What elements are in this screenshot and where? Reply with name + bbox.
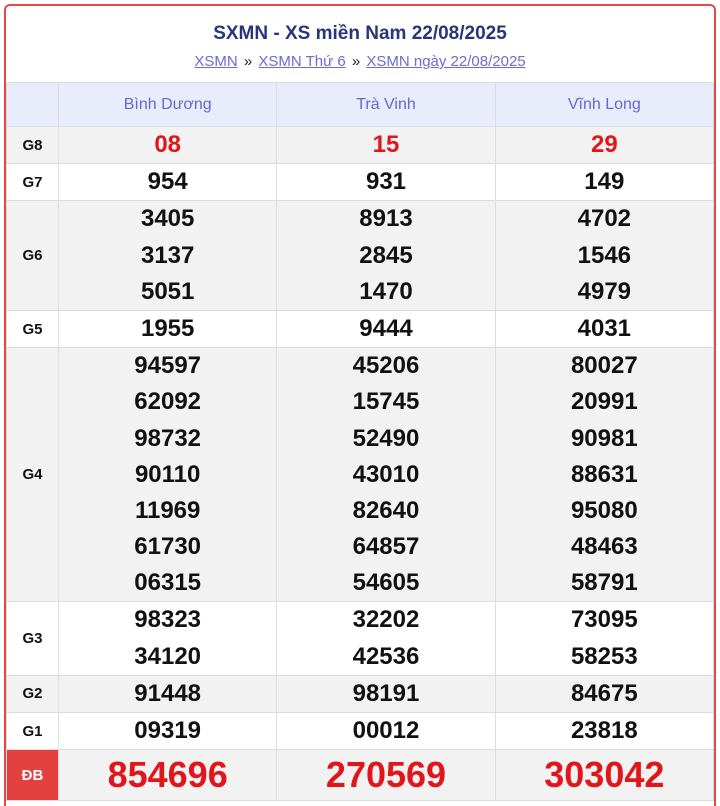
- result-number: 20991: [570, 388, 638, 416]
- result-number: 98323: [134, 606, 202, 634]
- result-number: 32202: [352, 606, 420, 634]
- prize-label: G3: [7, 602, 59, 675]
- prize-label: G2: [7, 675, 59, 712]
- result-number: 1470: [359, 277, 413, 305]
- result-cell-binh-duong: [59, 713, 277, 750]
- prize-label: G7: [7, 164, 59, 201]
- result-cell-vinh-long: [495, 348, 713, 602]
- result-number: 61730: [134, 533, 202, 561]
- prize-row: [7, 713, 714, 750]
- result-number: 80027: [570, 352, 638, 380]
- result-cell-vinh-long: [495, 713, 713, 750]
- breadcrumb-xsmn[interactable]: XSMN: [194, 53, 238, 70]
- result-number: 9444: [359, 314, 413, 342]
- result-number: 82640: [352, 496, 420, 524]
- result-cell-binh-duong: [59, 127, 277, 164]
- result-number: 15: [372, 131, 400, 158]
- breadcrumb-xsmn-weekday[interactable]: XSMN Thứ 6: [258, 53, 346, 70]
- result-number: 62092: [134, 388, 202, 416]
- result-number: 854696: [107, 754, 228, 796]
- result-number: 4031: [577, 314, 632, 342]
- result-number: 303042: [544, 754, 665, 796]
- province-header-row: [7, 83, 714, 127]
- result-number: 84675: [570, 679, 638, 707]
- result-cell-tra-vinh: [277, 348, 495, 602]
- result-number: 94597: [134, 352, 202, 380]
- result-number: 4979: [577, 277, 632, 305]
- prize-row: [7, 602, 714, 675]
- results-table: [6, 82, 714, 801]
- result-number: 1955: [140, 314, 195, 342]
- prize-row: [7, 164, 714, 201]
- result-number: 95080: [570, 496, 638, 524]
- result-cell-vinh-long: [495, 602, 713, 675]
- result-number: 09319: [134, 717, 202, 744]
- results-panel: [4, 4, 716, 806]
- result-number: 23818: [570, 717, 638, 744]
- result-number: 149: [584, 168, 625, 196]
- prize-label: G6: [7, 201, 59, 311]
- result-number: 00012: [352, 717, 420, 744]
- result-cell-tra-vinh: [277, 750, 495, 801]
- result-number: 58253: [570, 642, 638, 670]
- breadcrumb-xsmn-date[interactable]: XSMN ngày 22/08/2025: [366, 53, 526, 70]
- result-cell-vinh-long: [495, 750, 713, 801]
- prize-row: [7, 348, 714, 602]
- result-number: 3405: [140, 205, 195, 233]
- result-number: 1546: [577, 241, 632, 269]
- results-header: [6, 6, 714, 82]
- result-cell-vinh-long: [495, 310, 713, 347]
- result-number: 45206: [352, 352, 420, 380]
- result-cell-binh-duong: [59, 201, 277, 311]
- result-number: 8913: [359, 205, 413, 233]
- result-number: 42536: [352, 642, 420, 670]
- result-number: 88631: [570, 460, 638, 488]
- prize-row: [7, 675, 714, 712]
- province-tra-vinh: Trà Vinh: [277, 83, 495, 127]
- result-number: 11969: [134, 496, 201, 524]
- result-cell-tra-vinh: [277, 164, 495, 201]
- result-cell-binh-duong: [59, 348, 277, 602]
- result-cell-tra-vinh: [277, 713, 495, 750]
- header-corner: [7, 83, 59, 127]
- prize-row: [7, 127, 714, 164]
- result-number: 29: [590, 131, 618, 158]
- prize-row: [7, 310, 714, 347]
- result-cell-vinh-long: [495, 164, 713, 201]
- result-number: 3137: [140, 241, 195, 269]
- result-cell-binh-duong: [59, 310, 277, 347]
- result-number: 43010: [352, 460, 420, 488]
- result-number: 2845: [359, 241, 413, 269]
- result-number: 08: [154, 131, 182, 158]
- result-cell-tra-vinh: [277, 201, 495, 311]
- result-number: 98732: [134, 424, 202, 452]
- prize-row: [7, 201, 714, 311]
- result-number: 34120: [134, 642, 202, 670]
- result-number: 54605: [352, 569, 420, 597]
- result-cell-vinh-long: [495, 675, 713, 712]
- result-number: 15745: [352, 388, 420, 416]
- province-binh-duong: Bình Dương: [59, 83, 277, 127]
- result-number: 64857: [352, 533, 420, 561]
- result-number: 06315: [134, 569, 202, 597]
- breadcrumb-separator: »: [351, 53, 361, 70]
- result-cell-tra-vinh: [277, 675, 495, 712]
- result-number: 90981: [570, 424, 638, 452]
- prize-label: G4: [7, 348, 59, 602]
- prize-label: G1: [7, 713, 59, 750]
- breadcrumb-separator: »: [243, 53, 253, 70]
- prize-label: G8: [7, 127, 59, 164]
- result-number: 90110: [134, 460, 201, 488]
- prize-label: G5: [7, 310, 59, 347]
- result-cell-tra-vinh: [277, 602, 495, 675]
- result-number: 5051: [140, 277, 195, 305]
- result-cell-binh-duong: [59, 164, 277, 201]
- result-number: 98191: [352, 679, 420, 707]
- breadcrumb: [6, 52, 714, 72]
- result-cell-tra-vinh: [277, 127, 495, 164]
- result-number: 58791: [570, 569, 638, 597]
- page-title: SXMN - XS miền Nam 22/08/2025: [213, 23, 507, 44]
- result-number: 954: [147, 168, 188, 196]
- province-vinh-long: Vĩnh Long: [495, 83, 713, 127]
- result-cell-binh-duong: [59, 750, 277, 801]
- result-number: 52490: [352, 424, 420, 452]
- result-number: 4702: [577, 205, 632, 233]
- result-cell-tra-vinh: [277, 310, 495, 347]
- result-number: 91448: [134, 679, 202, 707]
- prize-label: ĐB: [7, 750, 59, 801]
- result-cell-vinh-long: [495, 201, 713, 311]
- result-number: 270569: [325, 754, 447, 796]
- prize-row: [7, 750, 714, 801]
- result-number: 73095: [570, 606, 638, 634]
- result-cell-binh-duong: [59, 675, 277, 712]
- result-number: 931: [365, 168, 407, 196]
- result-number: 48463: [570, 533, 638, 561]
- result-cell-binh-duong: [59, 602, 277, 675]
- result-cell-vinh-long: [495, 127, 713, 164]
